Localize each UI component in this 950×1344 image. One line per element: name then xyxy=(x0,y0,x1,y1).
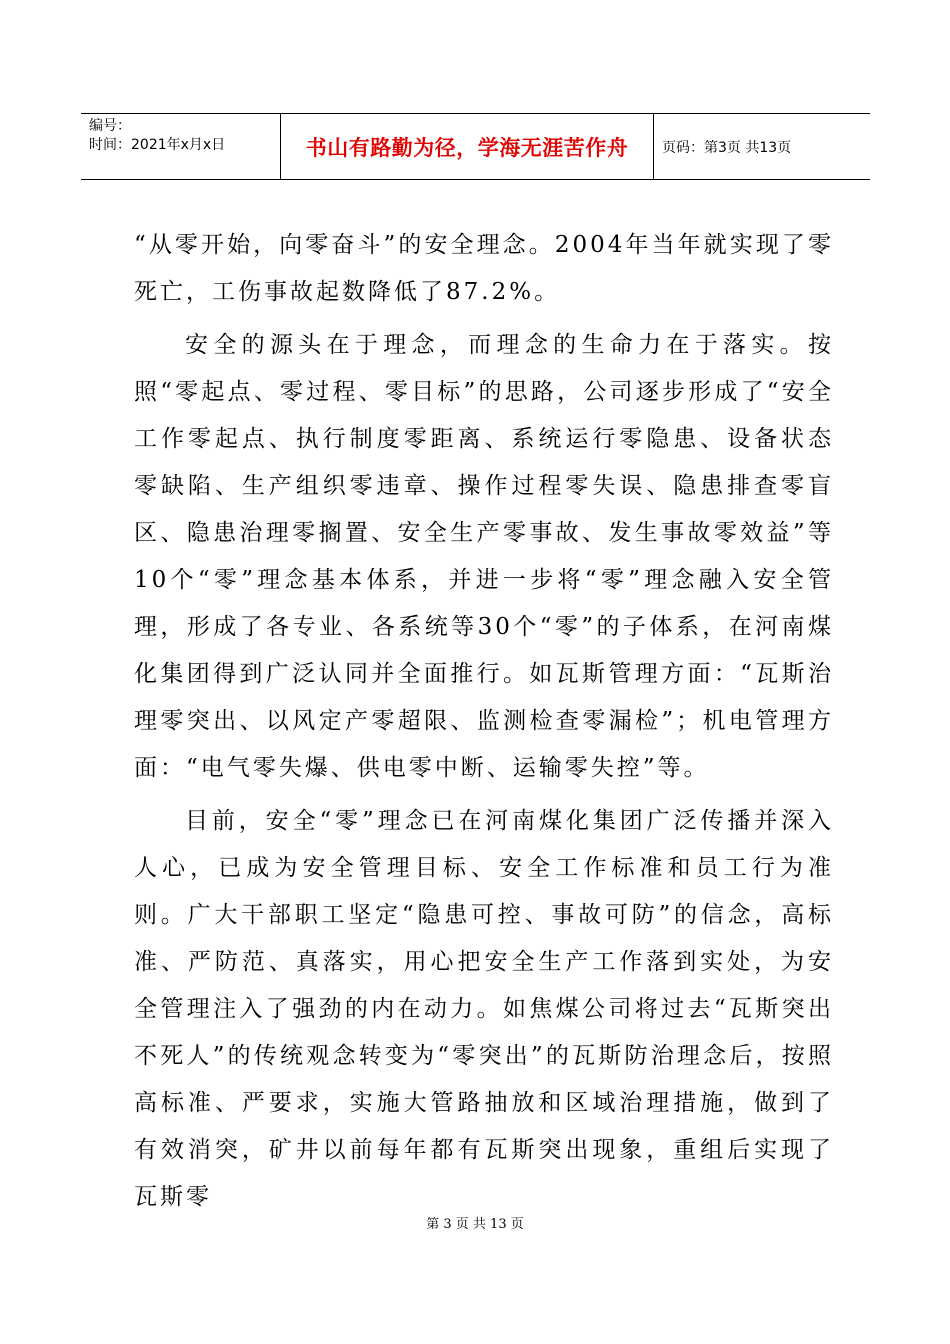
document-number: 编号： xyxy=(89,118,131,134)
header-motto: 书山有路勤为径，学海无涯苦作舟 xyxy=(281,114,654,179)
page-footer: 第 3 页 共 13 页 xyxy=(426,1217,524,1232)
paragraph: “从零开始，向零奋斗”的安全理念。2004年当年就实现了零死亡，工伤事故起数降低了87.2%。 xyxy=(134,232,834,305)
paragraph: 目前，安全“零”理念已在河南煤化集团广泛传播并深入人心，已成为安全管理目标、安全工作标准和员工行为准则。广大干部职工坚定“隐患可控、事故可防”的信念，高标准、严防范、真落实，用心把安全生产工作落到实处，为安全管理注入了强劲的内在动力。如焦煤公司将过去“瓦斯突出不死人”的传统观念转变为“零突出”的瓦斯防治理念后，按照高标准、严要求，实施大管路抽放和区域治理措施，做到了有效消突，矿井以前每年都有瓦斯突出现象，重组后实现了瓦斯零 xyxy=(134,808,834,1210)
header-page-info: 页码：第3页 共13页 xyxy=(662,139,792,156)
document-date: 时间：2021年x月x日 xyxy=(89,137,226,153)
document-header xyxy=(81,113,870,180)
document-body xyxy=(134,222,834,1227)
header-meta xyxy=(81,114,281,179)
paragraph: 安全的源头在于理念，而理念的生命力在于落实。按照“零起点、零过程、零目标”的思路，公司逐步形成了“安全工作零起点、执行制度零距离、系统运行零隐患、设备状态零缺陷、生产组织零违章、操作过程零失误、隐患排查零盲区、隐患治理零搁置、安全生产零事故、发生事故零效益”等10个“零”理念基本体系，并进一步将“零”理念融入安全管理，形成了各专业、各系统等30个“零”的子体系，在河南煤化集团得到广泛认同并全面推行。如瓦斯管理方面：“瓦斯治理零突出、以风定产零超限、监测检查零漏检”；机电管理方面：“电气零失爆、供电零中断、运输零失控”等。 xyxy=(134,332,834,781)
